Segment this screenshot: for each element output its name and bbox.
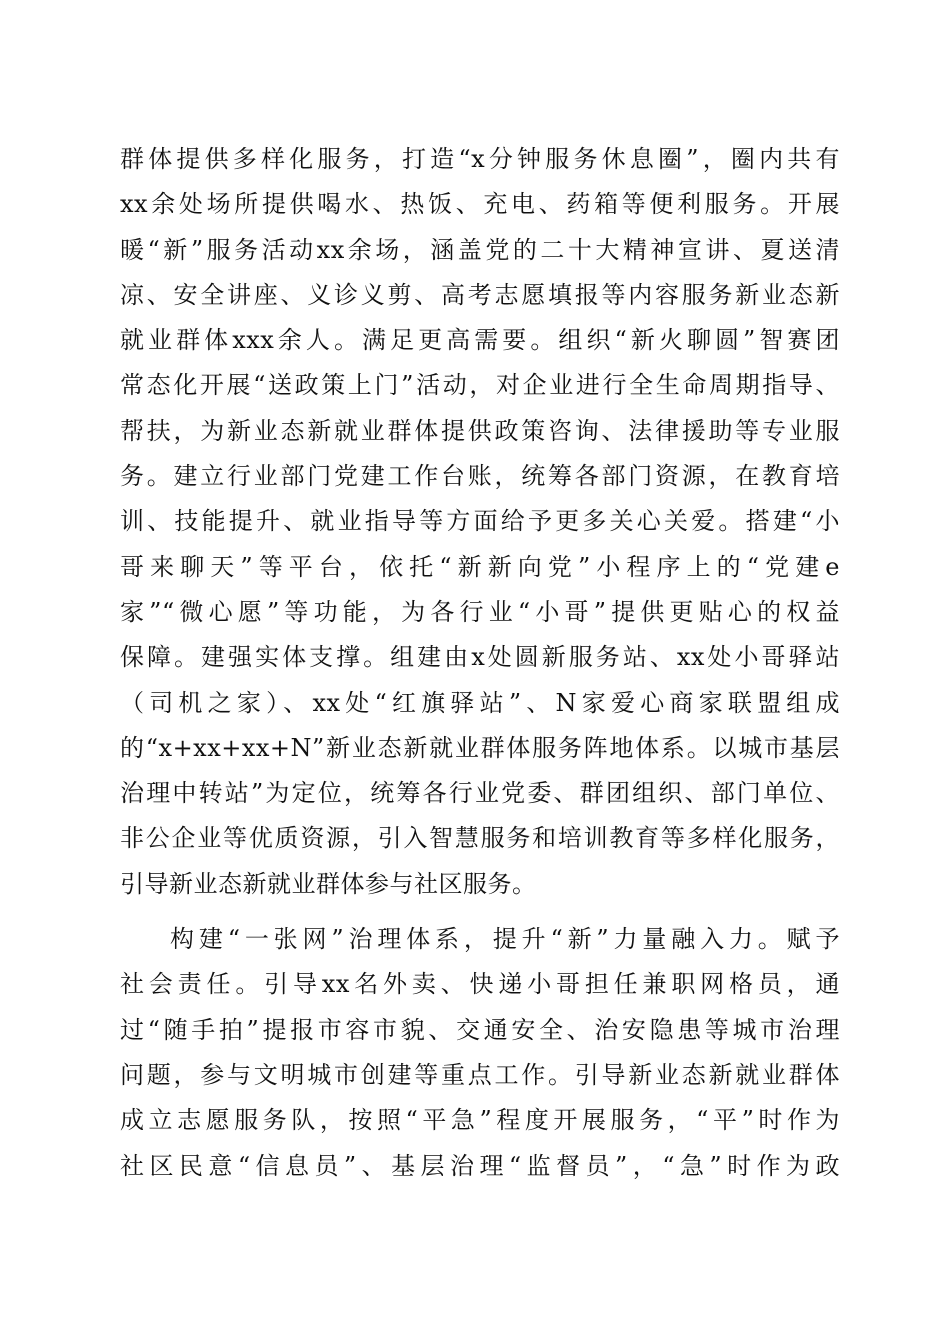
body-text	[120, 137, 840, 1189]
text-line: 社区民意“信息员”、基层治理“监督员”，“急”时作为政	[120, 1151, 840, 1180]
text-line: 构建“一张网”治理体系，提升“新”力量融入力。赋予	[170, 925, 840, 954]
text-line: 就业群体xxx余人。满足更高需要。组织“新火聊圆”智赛团	[120, 326, 840, 355]
paragraph-2	[120, 917, 840, 1189]
text-line: 非公企业等优质资源，引入智慧服务和培训教育等多样化服务，	[120, 824, 840, 853]
text-line: 训、技能提升、就业指导等方面给予更多关心关爱。搭建“小	[120, 507, 840, 536]
paragraph-1	[120, 137, 840, 907]
paragraph-gap	[120, 907, 840, 917]
text-line: 保障。建强实体支撑。组建由x处圆新服务站、xx处小哥驿站	[120, 643, 840, 672]
text-line: 问题，参与文明城市创建等重点工作。引导新业态新就业群体	[120, 1060, 840, 1089]
text-line: 过“随手拍”提报市容市貌、交通安全、治安隐患等城市治理	[120, 1015, 840, 1044]
text-line: 帮扶，为新业态新就业群体提供政策咨询、法律援助等专业服	[120, 416, 840, 445]
text-line: 社会责任。引导xx名外卖、快递小哥担任兼职网格员，通	[120, 970, 840, 999]
text-line: 引导新业态新就业群体参与社区服务。	[120, 869, 537, 898]
text-line: 哥来聊天”等平台，依托“新新向党”小程序上的“党建e	[120, 552, 840, 581]
text-line: 治理中转站”为定位，统筹各行业党委、群团组织、部门单位、	[120, 779, 840, 808]
text-line: 的“x+xx+xx+N”新业态新就业群体服务阵地体系。以城市基层	[120, 733, 840, 762]
text-line: xx余处场所提供喝水、热饭、充电、药箱等便利服务。开展	[120, 190, 840, 219]
text-line: 凉、安全讲座、义诊义剪、高考志愿填报等内容服务新业态新	[120, 280, 840, 309]
text-line: （司机之家）、xx处“红旗驿站”、N家爱心商家联盟组成	[120, 688, 840, 717]
text-line: 群体提供多样化服务，打造“x分钟服务休息圈”，圈内共有	[120, 145, 840, 173]
text-line: 成立志愿服务队，按照“平急”程度开展服务，“平”时作为	[120, 1106, 840, 1135]
text-line: 常态化开展“送政策上门”活动，对企业进行全生命周期指导、	[120, 371, 840, 400]
text-line: 家”“微心愿”等功能，为各行业“小哥”提供更贴心的权益	[120, 597, 840, 626]
text-line: 暖“新”服务活动xx余场，涵盖党的二十大精神宣讲、夏送清	[120, 235, 840, 264]
text-line: 务。建立行业部门党建工作台账，统筹各部门资源，在教育培	[120, 462, 840, 491]
